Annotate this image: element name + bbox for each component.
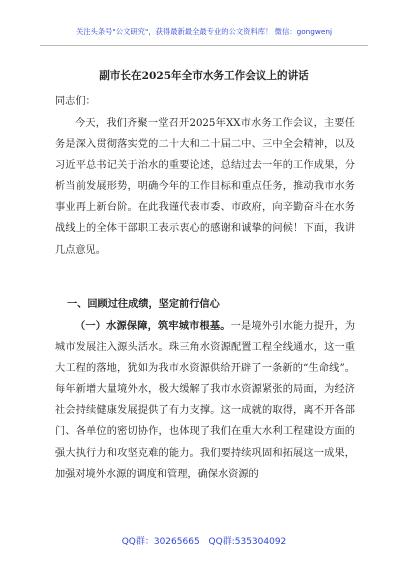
salutation: 同志们：	[55, 96, 96, 107]
intro-paragraph: 今天，我们齐聚一堂召开2025年XX市水务工作会议，主要任务是深入贯彻落实党的二十大和二十届二中、三中全会精神，以及习近平总书记关于治水的重要论述，总结过去一年的工作成果，分析当前发展形势，明确今年的工作目标和重点任务，推动我市水务事业再上新台阶。在此我谨代表市委、市政府，向辛勤奋斗在水务战线上的全体干部职工表示衷心的感谢和诚挚的问候！下面，我讲几点意见。	[55, 118, 355, 256]
promo-header-banner: 关注头条号"公文研究"，获得最新最全最专业的公文资料库！ 微信：gongwenj	[75, 27, 333, 36]
footer-qq-2: QQ群:535304092	[208, 537, 287, 547]
subsection-label-1: （一）水源保障，筑牢城市根基。	[75, 320, 231, 332]
subsection-text-1: 一是境外引水能力提升，为城市发展注入源头活水。珠三角水资源配置工程全线通水，这一重大工程的落地，犹如为我市水资源供给开辟了一条新的“生命线”。每年新增大量境外水，极大缓解了我市水资源紧张的局面，为经济社会持续健康发展提供了有力支撑。这一成就的取得，离不开各部门、各单位的密切协作，也体现了我们在重大水利工程建设方面的强大执行力和攻坚克难的能力。我们要持续巩固和拓展这一成果，加强对境外水源的调度和管理，确保水资源的	[55, 321, 356, 480]
footer-qq-1: QQ群：30265665	[121, 537, 200, 547]
header-divider	[40, 45, 368, 46]
section-heading-1: 一、回顾过往成绩，坚定前行信心	[67, 299, 220, 310]
subsection-paragraph-1	[55, 316, 355, 485]
document-title: 副市长在2025年全市水务工作会议上的讲话	[99, 70, 309, 82]
footer-qq-groups	[0, 534, 408, 547]
